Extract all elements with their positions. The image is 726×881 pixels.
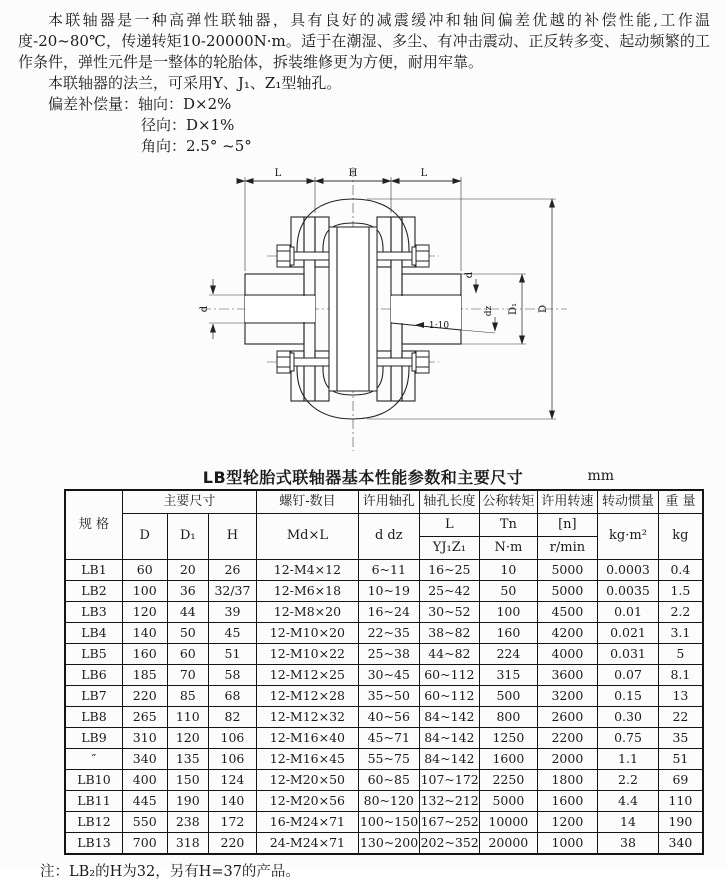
table-cell: 20 xyxy=(167,560,208,581)
table-cell: 106 xyxy=(209,749,257,770)
dim-label-D: D xyxy=(538,304,549,314)
table-cell: 100 xyxy=(480,602,537,623)
table-cell: LB8 xyxy=(65,707,122,728)
table-cell: 340 xyxy=(658,833,703,855)
table-cell: 16~25 xyxy=(419,560,480,581)
table-cell: 45~71 xyxy=(358,728,419,749)
table-cell: 12-M12×28 xyxy=(256,686,358,707)
header-bore-sub: d dz xyxy=(358,514,419,560)
table-cell: 60 xyxy=(122,560,167,581)
table-cell: LB3 xyxy=(65,602,122,623)
table-row xyxy=(65,665,703,686)
header-bore-length-types: YJ₁Z₁ xyxy=(419,537,480,560)
table-cell: 550 xyxy=(122,812,167,833)
table-cell: 13 xyxy=(658,686,703,707)
left-bore xyxy=(245,296,315,322)
table-row xyxy=(65,644,703,665)
table-cell: 12-M4×12 xyxy=(256,560,358,581)
table-cell: 51 xyxy=(658,749,703,770)
table-cell: 44~82 xyxy=(419,644,480,665)
table-cell: 12-M6×18 xyxy=(256,581,358,602)
table-cell: 70 xyxy=(167,665,208,686)
table-body xyxy=(65,560,703,855)
table-cell: 1.1 xyxy=(598,749,659,770)
table-cell: 2200 xyxy=(537,728,598,749)
table-cell: 35 xyxy=(658,728,703,749)
table-cell: 51 xyxy=(209,644,257,665)
technical-drawing-svg xyxy=(143,159,583,459)
table-cell: 150 xyxy=(167,770,208,791)
dim-label-H: H xyxy=(348,168,358,179)
table-cell: 2.2 xyxy=(598,770,659,791)
table-cell: 310 xyxy=(122,728,167,749)
table-cell: 60~112 xyxy=(419,686,480,707)
table-header xyxy=(65,490,703,560)
header-col-D: D xyxy=(122,514,167,560)
table-cell: 185 xyxy=(122,665,167,686)
table-cell: 140 xyxy=(209,791,257,812)
table-cell: 220 xyxy=(209,833,257,855)
table-cell: 400 xyxy=(122,770,167,791)
table-row xyxy=(65,791,703,812)
table-cell: 160 xyxy=(122,644,167,665)
table-cell: LB5 xyxy=(65,644,122,665)
bolt-upper-left xyxy=(277,245,329,267)
table-cell: 340 xyxy=(122,749,167,770)
table-title: LB型轮胎式联轴器基本性能参数和主要尺寸 xyxy=(202,468,524,487)
table-cell: 26 xyxy=(209,560,257,581)
table-cell: 2000 xyxy=(537,749,598,770)
table-cell: 318 xyxy=(167,833,208,855)
table-row xyxy=(65,770,703,791)
dim-label-D1: D₁ xyxy=(508,302,519,316)
table-cell: 60 xyxy=(167,644,208,665)
table-cell: 8.1 xyxy=(658,665,703,686)
table-cell: 124 xyxy=(209,770,257,791)
table-cell: 0.75 xyxy=(598,728,659,749)
table-row xyxy=(65,602,703,623)
table-cell: 80~120 xyxy=(358,791,419,812)
compensation-angular-line: 角向：2.5° ~5° xyxy=(141,137,252,155)
header-col-D1: D₁ xyxy=(167,514,208,560)
table-cell: 38 xyxy=(598,833,659,855)
coupling-section-drawing xyxy=(0,159,726,463)
table-cell: 500 xyxy=(480,686,537,707)
table-cell: 12-M16×40 xyxy=(256,728,358,749)
table-row xyxy=(65,728,703,749)
table-cell: 202~352 xyxy=(419,833,480,855)
bolt-upper-right xyxy=(377,245,429,267)
dim-label-d-left: d xyxy=(199,305,210,313)
intro-text-block xyxy=(0,0,726,157)
dimension-bore-right xyxy=(464,271,495,331)
table-cell: 4200 xyxy=(537,623,598,644)
table-cell: LB12 xyxy=(65,812,122,833)
header-torque-unit: N·m xyxy=(480,537,537,560)
table-cell: 100~150 xyxy=(358,812,419,833)
table-cell: 0.07 xyxy=(598,665,659,686)
table-cell: 5000 xyxy=(480,791,537,812)
table-cell: 2.2 xyxy=(658,602,703,623)
table-cell: 1.5 xyxy=(658,581,703,602)
table-cell: 60~85 xyxy=(358,770,419,791)
bolt-lower-right xyxy=(377,351,429,373)
table-cell: LB2 xyxy=(65,581,122,602)
table-cell: 110 xyxy=(658,791,703,812)
table-cell: 35~50 xyxy=(358,686,419,707)
table-cell: 84~142 xyxy=(419,749,480,770)
table-cell: 50 xyxy=(480,581,537,602)
table-cell: 12-M20×56 xyxy=(256,791,358,812)
table-cell: 1250 xyxy=(480,728,537,749)
header-main-dims: 主要尺寸 xyxy=(122,490,256,514)
table-cell: 38~82 xyxy=(419,623,480,644)
table-cell: 84~142 xyxy=(419,728,480,749)
table-cell: 1200 xyxy=(537,812,598,833)
table-cell: 0.031 xyxy=(598,644,659,665)
table-cell: 36 xyxy=(167,581,208,602)
table-row xyxy=(65,581,703,602)
table-cell: 4000 xyxy=(537,644,598,665)
table-cell: 5000 xyxy=(537,560,598,581)
table-cell: LB7 xyxy=(65,686,122,707)
dim-label-d-right: d xyxy=(464,271,475,279)
table-cell: LB10 xyxy=(65,770,122,791)
table-cell: 6~11 xyxy=(358,560,419,581)
table-cell: 3600 xyxy=(537,665,598,686)
table-cell: 132~212 xyxy=(419,791,480,812)
header-screw-sub: Md×L xyxy=(256,514,358,560)
table-cell: 0.30 xyxy=(598,707,659,728)
header-spec: 规 格 xyxy=(65,490,122,560)
table-cell: 0.4 xyxy=(658,560,703,581)
table-cell: 32/37 xyxy=(209,581,257,602)
table-cell: 12-M12×25 xyxy=(256,665,358,686)
table-cell: 800 xyxy=(480,707,537,728)
table-cell: 190 xyxy=(167,791,208,812)
intro-paragraph-1: 本联轴器是一种高弹性联轴器，具有良好的减震缓冲和轴间偏差优越的补偿性能,工作温度-20~80℃，传递转矩10-20000N·m。适于在潮湿、多尘、有冲击震动、正反转多变、起动频繁的工作条件，弹性元件是一整体的轮胎体，拆装维修更为方便，耐用牢靠。 xyxy=(18,11,710,71)
header-speed: 许用转速 xyxy=(537,490,598,514)
table-title-row xyxy=(0,465,726,489)
table-cell: 10000 xyxy=(480,812,537,833)
table-cell: 22 xyxy=(658,707,703,728)
table-cell: 12-M10×20 xyxy=(256,623,358,644)
table-cell: 10 xyxy=(480,560,537,581)
table-row xyxy=(65,623,703,644)
table-cell: 106 xyxy=(209,728,257,749)
table-row xyxy=(65,560,703,581)
table-cell: 39 xyxy=(209,602,257,623)
table-cell: 0.021 xyxy=(598,623,659,644)
table-cell: 0.15 xyxy=(598,686,659,707)
header-speed-symbol: [n] xyxy=(537,514,598,537)
table-cell: 0.0003 xyxy=(598,560,659,581)
table-cell: 69 xyxy=(658,770,703,791)
table-cell: 60~112 xyxy=(419,665,480,686)
taper-label: 1:10 xyxy=(428,321,450,331)
table-cell: 25~42 xyxy=(419,581,480,602)
table-cell: 1600 xyxy=(537,791,598,812)
dim-label-L-left: L xyxy=(274,168,282,179)
table-cell: 140 xyxy=(122,623,167,644)
table-cell: 5000 xyxy=(537,581,598,602)
table-row xyxy=(65,707,703,728)
table-cell: 85 xyxy=(167,686,208,707)
table-cell: LB9 xyxy=(65,728,122,749)
table-cell: 55~75 xyxy=(358,749,419,770)
header-inertia-unit: kg·m² xyxy=(598,514,659,560)
table-cell: 445 xyxy=(122,791,167,812)
table-cell: 4500 xyxy=(537,602,598,623)
table-cell: 120 xyxy=(167,728,208,749)
table-cell: 2600 xyxy=(537,707,598,728)
header-bore-length: 轴孔长度 xyxy=(419,490,480,514)
table-row xyxy=(65,812,703,833)
header-col-H: H xyxy=(209,514,257,560)
table-cell: 220 xyxy=(122,686,167,707)
table-cell: 3200 xyxy=(537,686,598,707)
compensation-radial-line: 径向：D×1% xyxy=(141,116,235,134)
table-cell: 265 xyxy=(122,707,167,728)
table-cell: 14 xyxy=(598,812,659,833)
table-cell: 20000 xyxy=(480,833,537,855)
table-cell: 130~200 xyxy=(358,833,419,855)
bolt-lower-left xyxy=(277,351,329,373)
table-cell: 110 xyxy=(167,707,208,728)
table-cell: 40~56 xyxy=(358,707,419,728)
header-bore: 许用轴孔 xyxy=(358,490,419,514)
table-cell: 82 xyxy=(209,707,257,728)
compensation-axial-line: 偏差补偿量：轴向：D×2% xyxy=(48,95,232,113)
table-cell: 16-M24×71 xyxy=(256,812,358,833)
table-cell: 700 xyxy=(122,833,167,855)
table-cell: 30~52 xyxy=(419,602,480,623)
table-cell: 12-M20×50 xyxy=(256,770,358,791)
header-torque-symbol: Tn xyxy=(480,514,537,537)
table-cell: 1800 xyxy=(537,770,598,791)
table-cell: 30~45 xyxy=(358,665,419,686)
table-cell: 50 xyxy=(167,623,208,644)
table-cell: 2250 xyxy=(480,770,537,791)
table-cell: 0.01 xyxy=(598,602,659,623)
table-row xyxy=(65,686,703,707)
table-cell: 224 xyxy=(480,644,537,665)
table-cell: 5 xyxy=(658,644,703,665)
header-screw: 螺钉-数目 xyxy=(256,490,358,514)
table-cell: LB4 xyxy=(65,623,122,644)
table-cell: 1600 xyxy=(480,749,537,770)
table-cell: 4.4 xyxy=(598,791,659,812)
header-weight: 重 量 xyxy=(658,490,703,514)
table-cell: 24-M24×71 xyxy=(256,833,358,855)
table-cell: 25~38 xyxy=(358,644,419,665)
header-speed-unit: r/min xyxy=(537,537,598,560)
table-cell: 68 xyxy=(209,686,257,707)
table-cell: ″ xyxy=(65,749,122,770)
table-cell: 107~172 xyxy=(419,770,480,791)
table-cell: 12-M16×45 xyxy=(256,749,358,770)
table-cell: 100 xyxy=(122,581,167,602)
table-cell: 3.1 xyxy=(658,623,703,644)
table-unit: mm xyxy=(587,468,614,484)
dim-label-dz: dz xyxy=(484,305,494,317)
table-cell: 84~142 xyxy=(419,707,480,728)
center-shaft-ends xyxy=(329,227,377,391)
table-cell: 1000 xyxy=(537,833,598,855)
table-cell: 315 xyxy=(480,665,537,686)
table-cell: 135 xyxy=(167,749,208,770)
header-torque: 公称转矩 xyxy=(480,490,537,514)
table-cell: 44 xyxy=(167,602,208,623)
dim-label-L-right: L xyxy=(420,168,428,179)
footnote: 注：LB₂的H为32，另有H=37的产品。 xyxy=(40,864,300,880)
table-cell: LB13 xyxy=(65,833,122,855)
table-cell: 16~24 xyxy=(358,602,419,623)
header-inertia: 转动惯量 xyxy=(598,490,659,514)
coupling-spec-table xyxy=(64,489,704,855)
table-cell: 0.0035 xyxy=(598,581,659,602)
table-row xyxy=(65,833,703,855)
table-cell: 238 xyxy=(167,812,208,833)
table-cell: 22~35 xyxy=(358,623,419,644)
table-cell: 12-M8×20 xyxy=(256,602,358,623)
intro-paragraph-2: 本联轴器的法兰，可采用Y、J₁、Z₁型轴孔。 xyxy=(48,74,342,92)
table-cell: 10~19 xyxy=(358,581,419,602)
table-cell: LB6 xyxy=(65,665,122,686)
table-cell: LB1 xyxy=(65,560,122,581)
table-cell: 160 xyxy=(480,623,537,644)
table-cell: 120 xyxy=(122,602,167,623)
table-cell: 190 xyxy=(658,812,703,833)
table-cell: 58 xyxy=(209,665,257,686)
table-cell: 172 xyxy=(209,812,257,833)
table-cell: 12-M10×22 xyxy=(256,644,358,665)
table-cell: 12-M12×32 xyxy=(256,707,358,728)
table-row xyxy=(65,749,703,770)
header-weight-unit: kg xyxy=(658,514,703,560)
table-cell: 45 xyxy=(209,623,257,644)
table-cell: LB11 xyxy=(65,791,122,812)
table-cell: 167~252 xyxy=(419,812,480,833)
header-bore-length-L: L xyxy=(419,514,480,537)
